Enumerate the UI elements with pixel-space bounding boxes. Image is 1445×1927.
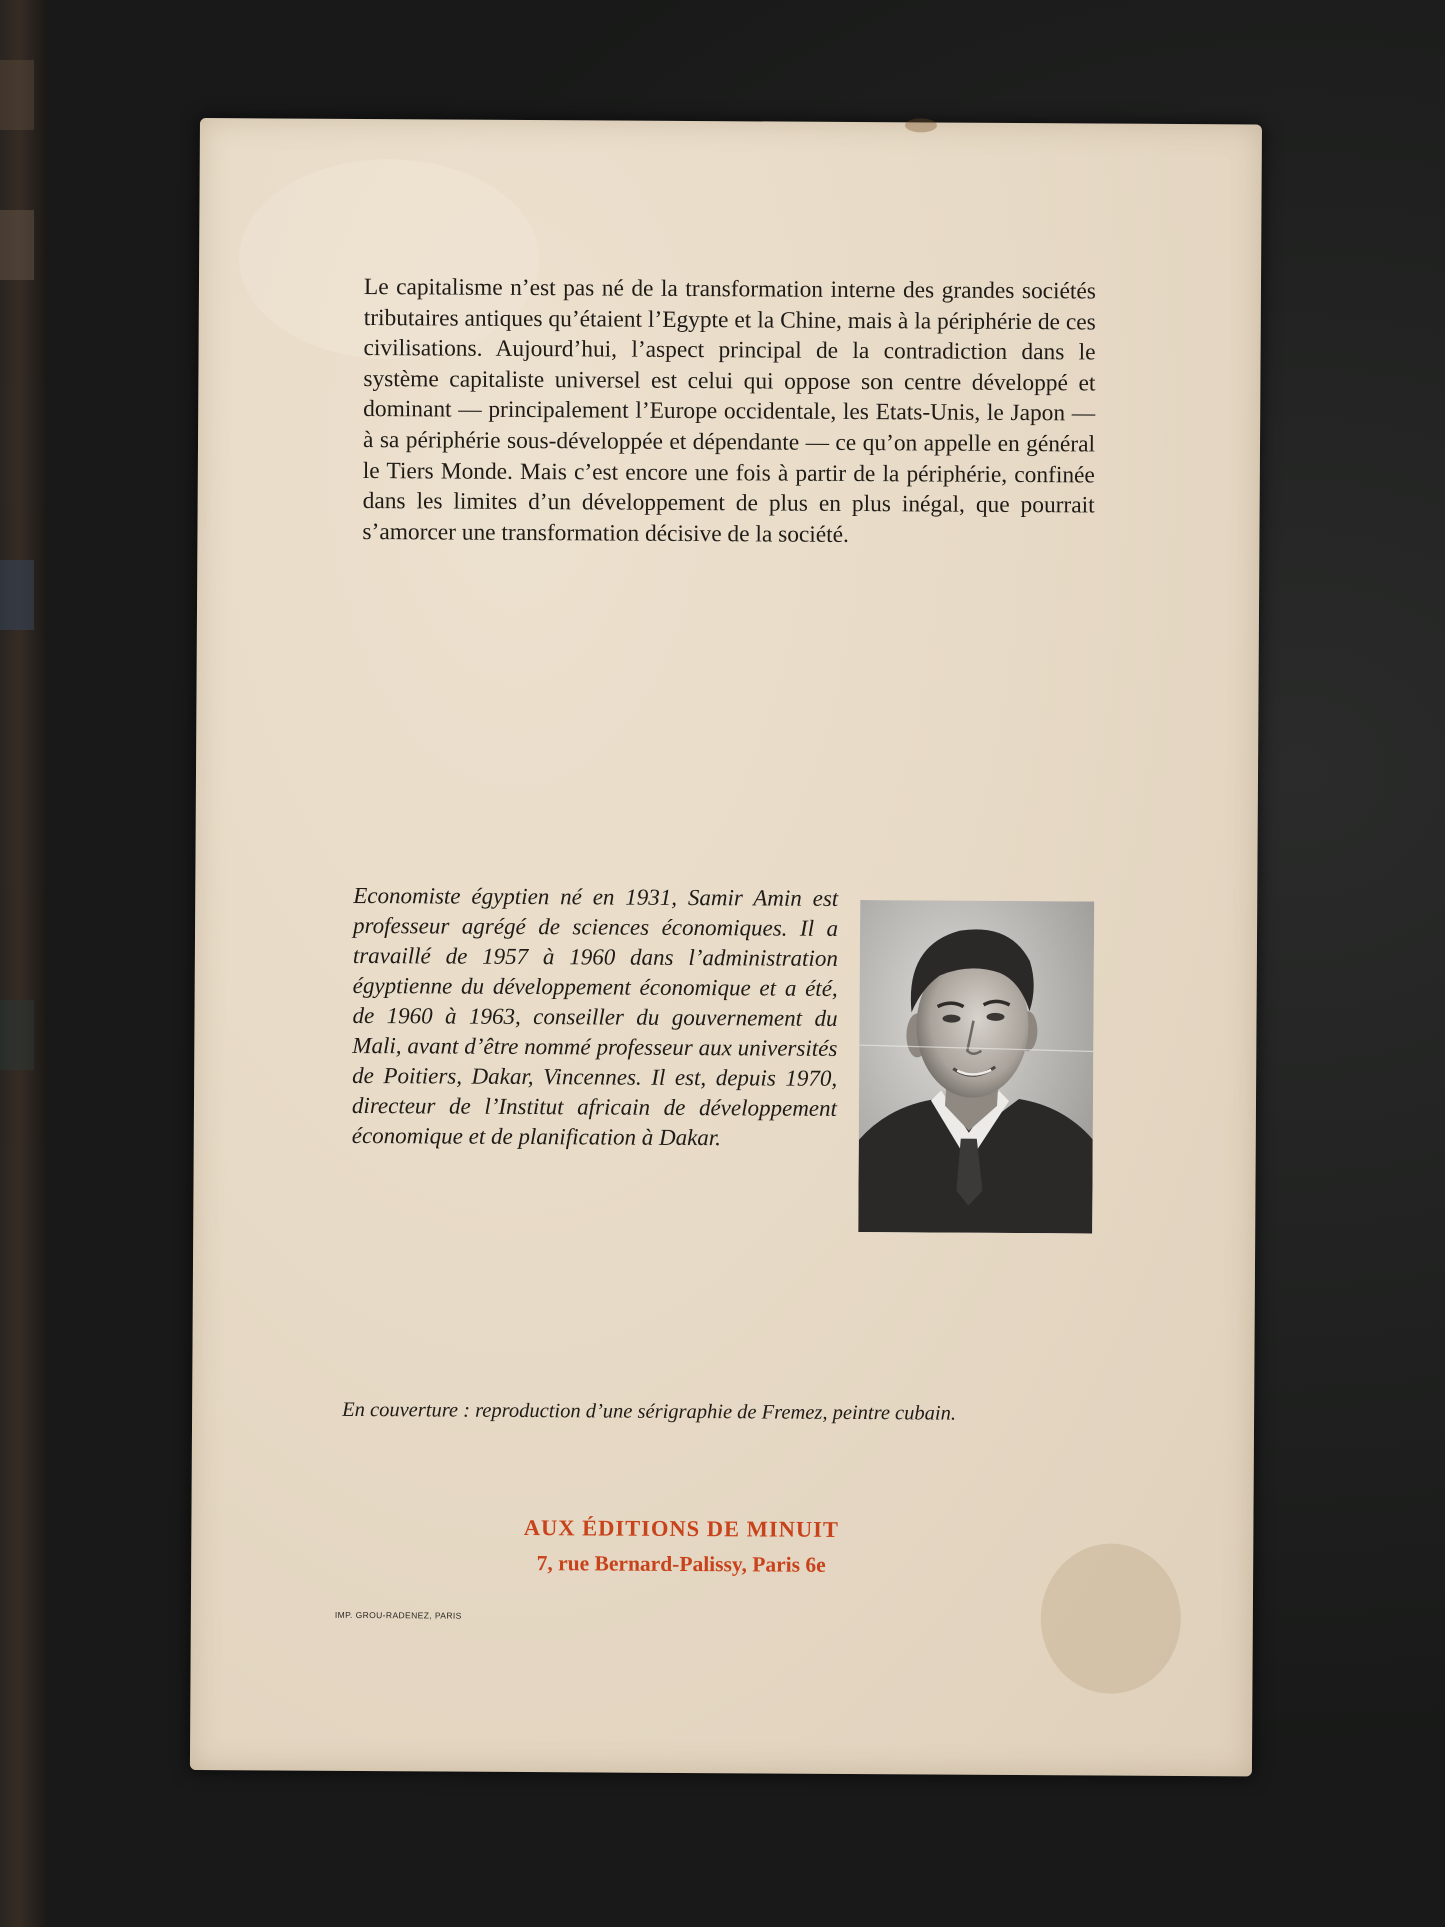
paper-stain: [1040, 1543, 1181, 1694]
book-back-cover: [190, 118, 1262, 1776]
book-spine: [0, 560, 34, 630]
publisher-block: [491, 1510, 871, 1582]
book-spine: [0, 60, 34, 130]
publisher-address: 7, rue Bernard-Palissy, Paris 6e: [536, 1551, 826, 1577]
paper-stain: [905, 118, 937, 132]
author-portrait-svg: [858, 900, 1094, 1233]
author-portrait-icon: [858, 900, 1094, 1233]
publisher-name: AUX ÉDITIONS DE MINUIT: [523, 1515, 840, 1542]
stacked-books-edge: [0, 0, 48, 1927]
author-bio: Economiste égyptien né en 1931, Samir Amin est professeur agrégé de sciences économiques. Il a travaillé de 1957 à 1960 dans l’administration égyptienne du développement économique et a été, de 1960 à 1963, conseiller du gouvernement du Mali, avant d’être nommé professeur aux universités de Poitiers, Dakar, Vincennes. Il est, depuis 1970, directeur de l’Institut africain de développement économique et de planification à Dakar.: [351, 882, 839, 1151]
cover-credit: En couverture : reproduction d’une sérigraphie de Fremez, peintre cubain.: [342, 1398, 957, 1425]
blurb-paragraph: Le capitalisme n’est pas né de la transformation interne des grandes sociétés tributaires antiques qu’étaient l’Egypte et la Chine, mais à la périphérie de ces civilisations. Aujourd’hui, l’aspect principal de la contradiction dans le système capitaliste universel est celui qui oppose son centre développé et dominant — principalement l’Europe occidentale, les Etats-Unis, le Japon — à sa périphérie sous-développée et dépendante — ce qu’on appelle en général le Tiers Monde. Mais c’est encore une fois à partir de la périphérie, confinée dans les limites d’un développement de plus en plus inégal, que pourrait s’amorcer une transformation décisive de la société.: [362, 274, 1097, 548]
printer-note: IMP. GROU-RADENEZ, PARIS: [334, 1609, 462, 1621]
book-spine: [0, 1000, 34, 1070]
book-spine: [0, 210, 34, 280]
